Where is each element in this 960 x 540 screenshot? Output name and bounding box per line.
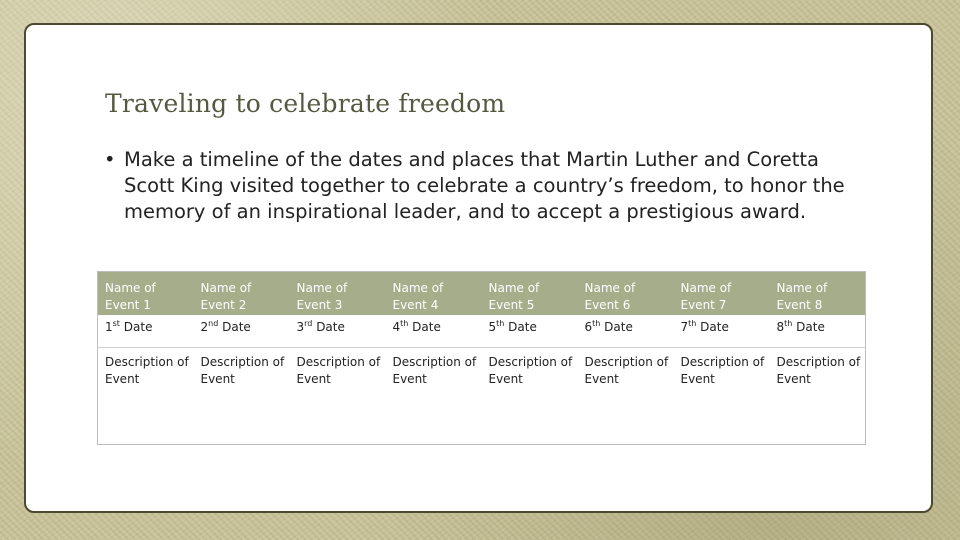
date-cell xyxy=(386,315,482,348)
date-number: 1 xyxy=(105,319,113,334)
description-cell: Description of Event xyxy=(776,354,861,386)
date-cell xyxy=(194,315,290,348)
timeline-table xyxy=(97,271,866,445)
date-word: Date xyxy=(119,319,153,334)
date-number: 7 xyxy=(680,319,689,334)
slide-title: Traveling to celebrate freedom xyxy=(105,89,506,118)
date-number: 6 xyxy=(584,319,593,334)
bullet-text: Make a timeline of the dates and places that Martin Luther and Coretta Scott King visited together to celebrate a country’s freedom, to honor the memory of an inspirational leader, and to accept a prestigious award. xyxy=(124,148,845,223)
description-cell: Description of Event xyxy=(105,354,189,386)
slide-card xyxy=(24,23,933,513)
date-word: Date xyxy=(696,319,729,334)
date-cell xyxy=(578,315,674,348)
date-number: 2 xyxy=(200,319,209,334)
date-ordinal-suffix: rd xyxy=(304,318,313,328)
date-number: 5 xyxy=(488,319,497,334)
description-cell: Description of Event xyxy=(488,354,573,386)
header-row xyxy=(98,272,866,315)
date-cell xyxy=(290,315,386,348)
date-word: Date xyxy=(218,319,251,334)
description-row xyxy=(98,347,866,444)
date-row xyxy=(98,315,866,348)
event-name-cell: Name of Event 5 xyxy=(482,272,578,315)
date-number: 4 xyxy=(392,319,401,334)
date-cell xyxy=(770,315,866,348)
date-cell xyxy=(98,315,194,348)
event-name-cell: Name of Event 2 xyxy=(194,272,290,315)
event-name-cell: Name of Event 4 xyxy=(386,272,482,315)
description-cell: Description of Event xyxy=(200,354,285,386)
description-cell: Description of Event xyxy=(680,354,765,386)
date-word: Date xyxy=(600,319,633,334)
date-ordinal-suffix: th xyxy=(496,318,505,328)
date-word: Date xyxy=(312,319,345,334)
date-ordinal-suffix: th xyxy=(592,318,601,328)
description-cell: Description of Event xyxy=(584,354,669,386)
date-ordinal-suffix: nd xyxy=(208,318,219,328)
date-word: Date xyxy=(504,319,537,334)
description-cell: Description of Event xyxy=(296,354,381,386)
date-number: 3 xyxy=(296,319,305,334)
date-ordinal-suffix: th xyxy=(784,318,793,328)
event-name-cell: Name of Event 6 xyxy=(578,272,674,315)
description-cell: Description of Event xyxy=(392,354,477,386)
bullet-marker: • xyxy=(104,148,116,171)
event-name-cell: Name of Event 1 xyxy=(98,272,194,315)
event-name-cell: Name of Event 8 xyxy=(770,272,866,315)
date-ordinal-suffix: th xyxy=(400,318,409,328)
date-word: Date xyxy=(408,319,441,334)
date-number: 8 xyxy=(776,319,785,334)
date-cell xyxy=(482,315,578,348)
event-name-cell: Name of Event 7 xyxy=(674,272,770,315)
date-ordinal-suffix: th xyxy=(688,318,697,328)
date-word: Date xyxy=(792,319,825,334)
event-name-cell: Name of Event 3 xyxy=(290,272,386,315)
date-cell xyxy=(674,315,770,348)
bullet-item xyxy=(104,147,864,225)
date-ordinal-suffix: st xyxy=(112,318,120,328)
